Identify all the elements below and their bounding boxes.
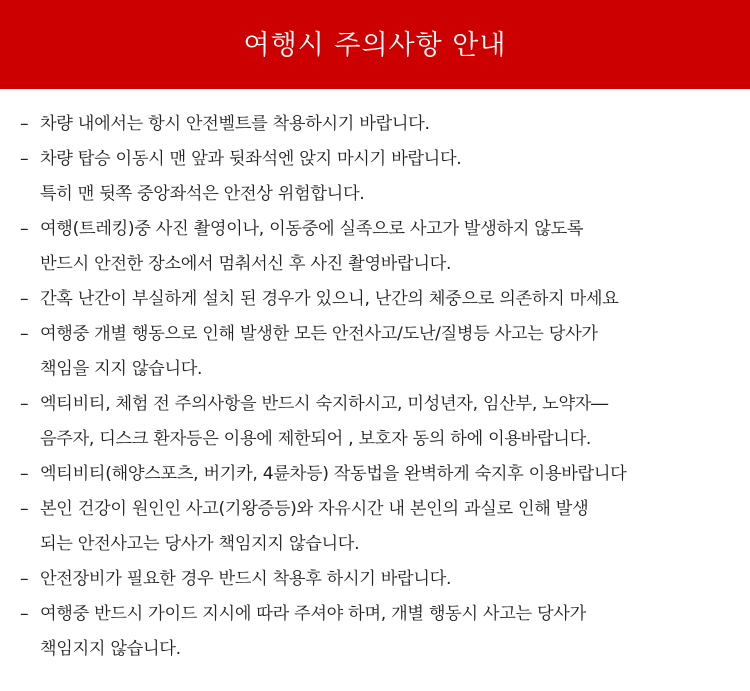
notice-text: 반드시 안전한 장소에서 멈춰서신 후 사진 촬영바랍니다. bbox=[40, 254, 452, 274]
notice-item bbox=[0, 387, 750, 457]
dash-bullet: – bbox=[20, 569, 29, 589]
notice-text: 되는 안전사고는 당사가 책임지지 않습니다. bbox=[40, 534, 360, 554]
dash-bullet: – bbox=[20, 499, 29, 519]
notice-text: 안전장비가 필요한 경우 반드시 착용후 하시기 바랍니다. bbox=[40, 569, 452, 589]
notice-text: 차량 탑승 이동시 맨 앞과 뒷좌석엔 앉지 마시기 바랍니다. bbox=[40, 149, 462, 169]
notice-text: 본인 건강이 원인인 사고(기왕증등)와 자유시간 내 본인의 과실로 인해 발생 bbox=[40, 499, 589, 519]
notice-item bbox=[0, 562, 750, 597]
notice-item bbox=[0, 317, 750, 387]
notice-item bbox=[0, 597, 750, 667]
notice-item bbox=[0, 457, 750, 492]
page-title: 여행시 주의사항 안내 bbox=[243, 30, 507, 61]
dash-bullet: – bbox=[20, 604, 29, 624]
notice-text: 엑티비티, 체험 전 주의사항을 반드시 숙지하시고, 미성년자, 임산부, 노약자― bbox=[40, 394, 608, 414]
notice-item bbox=[0, 282, 750, 317]
dash-bullet: – bbox=[20, 464, 29, 484]
notice-item bbox=[0, 107, 750, 142]
notice-text: 책임을 지지 않습니다. bbox=[40, 359, 203, 379]
notice-text: 차량 내에서는 항시 안전벨트를 착용하시기 바랍니다. bbox=[40, 114, 430, 134]
dash-bullet: – bbox=[20, 149, 29, 169]
dash-bullet: – bbox=[20, 289, 29, 309]
notice-item bbox=[0, 142, 750, 212]
notice-text: 간혹 난간이 부실하게 설치 된 경우가 있으니, 난간의 체중으로 의존하지 마세요 bbox=[40, 289, 619, 309]
dash-bullet: – bbox=[20, 394, 29, 414]
dash-bullet: – bbox=[20, 114, 29, 134]
notice-text: 음주자, 디스크 환자등은 이용에 제한되어 , 보호자 동의 하에 이용바랍니다. bbox=[40, 429, 592, 449]
notice-text: 특히 맨 뒷쪽 중앙좌석은 안전상 위험합니다. bbox=[40, 184, 365, 204]
notice-item bbox=[0, 492, 750, 562]
dash-bullet: – bbox=[20, 324, 29, 344]
notice-text: 여행중 개별 행동으로 인해 발생한 모든 안전사고/도난/질병등 사고는 당사가 bbox=[40, 324, 598, 344]
notice-text: 책임지지 않습니다. bbox=[40, 639, 181, 659]
notice-text: 여행(트레킹)중 사진 촬영이나, 이동중에 실족으로 사고가 발생하지 않도록 bbox=[40, 219, 584, 239]
notice-text: 여행중 반드시 가이드 지시에 따라 주셔야 하며, 개별 행동시 사고는 당사가 bbox=[40, 604, 586, 624]
notice-item bbox=[0, 212, 750, 282]
dash-bullet: – bbox=[20, 219, 29, 239]
notice-text: 엑티비티(해양스포츠, 버기카, 4륜차등) 작동법을 완벽하게 숙지후 이용바랍니다 bbox=[40, 464, 627, 484]
